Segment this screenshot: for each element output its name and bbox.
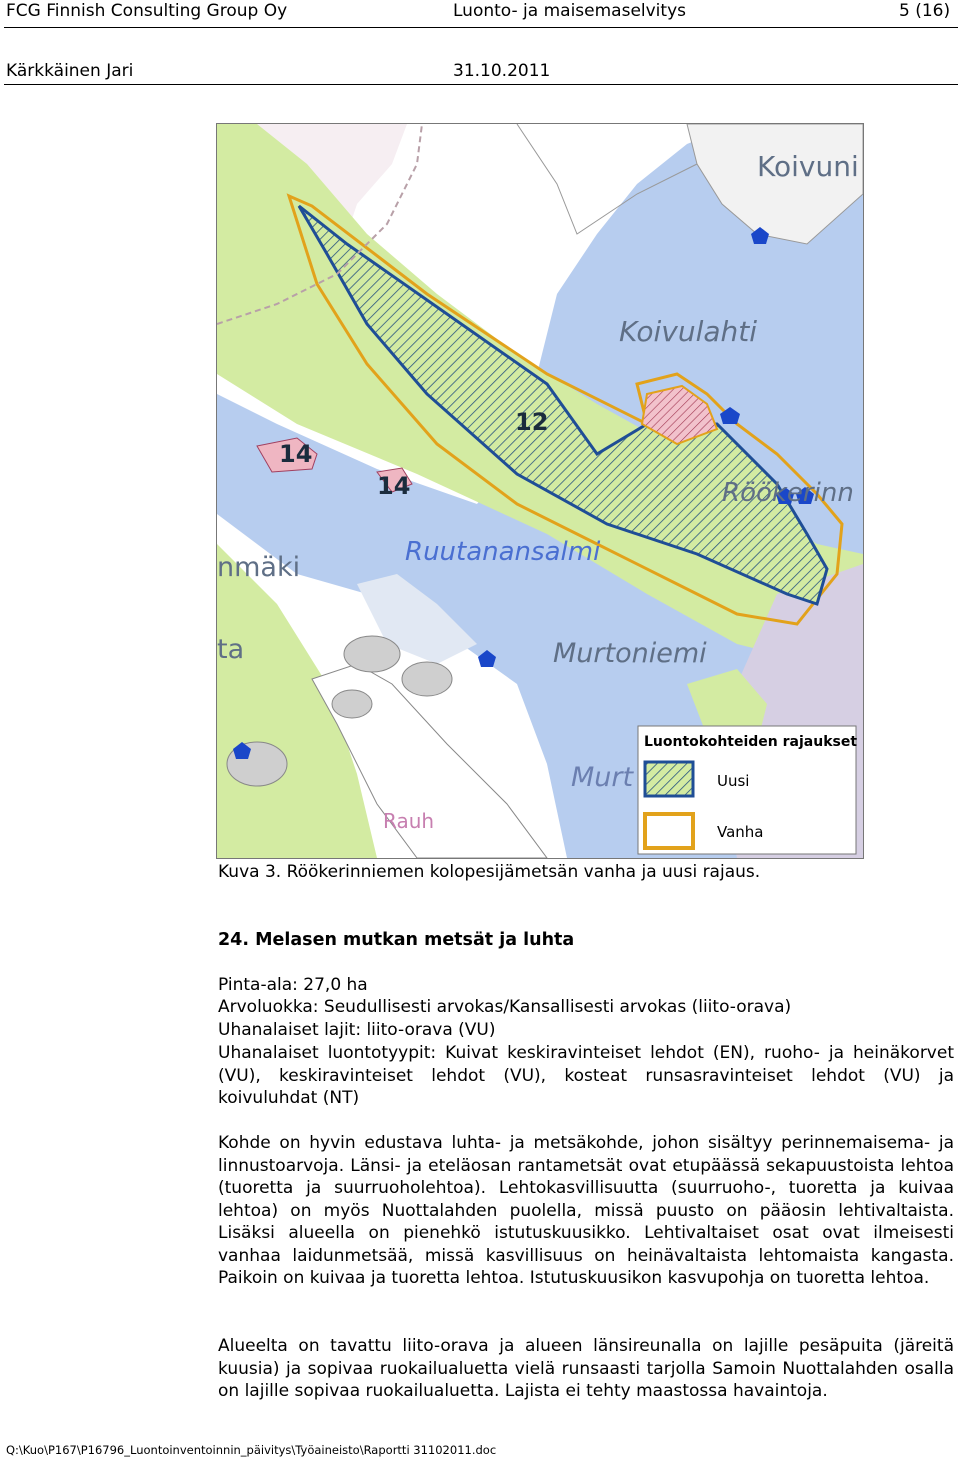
map-rock-3 [332, 690, 372, 718]
header-divider [4, 27, 958, 28]
map-label-murtoniemi: Murtoniemi [553, 638, 707, 669]
map-label-nmaki: nmäki [217, 552, 301, 583]
legend-label-old: Vanha [717, 823, 764, 841]
section-paragraph-1: Kohde on hyvin edustava luhta- ja metsäkohde, johon sisältyy perinnemaisema- ja linnustoarvoja. Länsi- ja eteläosan rantametsät ovat etupäässä sekapuustoista lehtoa (tuoretta ja suurruoholehtoa). Lehtokasvillisuutta (suurruoho-, tuoretta ja kuivaa lehtoa) on myös Nuottalahden puolella, missä puusto on pääosin lehtivaltaista. Lisäksi alueella on pienehkö istutuskuusikko. Lehtivaltaiset osat ovat ilmeisesti vanhaa laidunmetsää, missä kasvillisuus on heinävaltaista lehtomaista kangasta. Paikoin on kuivaa ja tuoretta lehtoa. Istutuskuusikon kasvupohja on tuoretta lehtoa. [218, 1133, 954, 1288]
header-date: 31.10.2011 [453, 61, 551, 81]
map-figure [216, 123, 864, 859]
section-value-class: Arvoluokka: Seudullisesti arvokas/Kansallisesti arvokas (liito-orava) [218, 997, 792, 1017]
map-label-koivulahti: Koivulahti [619, 315, 758, 348]
legend-swatch-old [645, 814, 693, 848]
header-divider-lower [4, 84, 958, 85]
map-label-koivuniemi: Koivuni [757, 150, 859, 183]
header-report-title: Luonto- ja maisemaselvitys [453, 1, 686, 21]
map-legend [638, 726, 857, 854]
header-author: Kärkkäinen Jari [6, 61, 134, 81]
legend-label-new: Uusi [717, 772, 750, 790]
section-heading: 24. Melasen mutkan metsät ja luhta [218, 930, 575, 950]
footer-file-path: Q:\Kuo\P167\P16796_Luontoinventoinnin_päivitys\Työaineisto\Raportti 31102011.doc [6, 1443, 497, 1457]
map-rock-2 [402, 662, 452, 696]
section-paragraph-2: Alueelta on tavattu liito-orava ja alueen länsireunalla on lajille pesäpuita (järeitä kuusia) ja sopivaa ruokailualuetta vielä runsaasti tarjolla Samoin Nuottalahden osalla on lajille sopivaa ruokailualuetta. Lajista ei tehty maastossa havaintoja. [218, 1336, 954, 1401]
map-label-rookerinniemi: Röökerinn [722, 478, 854, 508]
header-page-number: 5 (16) [899, 1, 951, 21]
map-label-ta: ta [217, 634, 245, 665]
map-label-12: 12 [515, 408, 549, 436]
section-habitats: Uhanalaiset luontotyypit: Kuivat keskiravinteiset lehdot (EN), ruoho- ja heinäkorvet (VU), keskiravinteiset lehdot (VU), kosteat runsasravinteiset lehdot (VU) ja koivuluhdat (NT) [218, 1043, 954, 1108]
map-label-murt: Murt [571, 762, 634, 793]
section-species: Uhanalaiset lajit: liito-orava (VU) [218, 1020, 496, 1040]
header-company: FCG Finnish Consulting Group Oy [6, 1, 288, 21]
legend-title: Luontokohteiden rajaukset [644, 734, 858, 750]
section-area: Pinta-ala: 27,0 ha [218, 975, 368, 995]
map-label-14a: 14 [279, 440, 313, 468]
figure-caption: Kuva 3. Röökerinniemen kolopesijämetsän vanha ja uusi rajaus. [218, 862, 761, 882]
map-rock-1 [344, 636, 400, 672]
map-label-rauh: Rauh [383, 809, 435, 833]
map-label-14b: 14 [377, 472, 411, 500]
legend-swatch-new [645, 762, 693, 796]
map-label-ruutanansalmi: Ruutanansalmi [405, 537, 601, 567]
